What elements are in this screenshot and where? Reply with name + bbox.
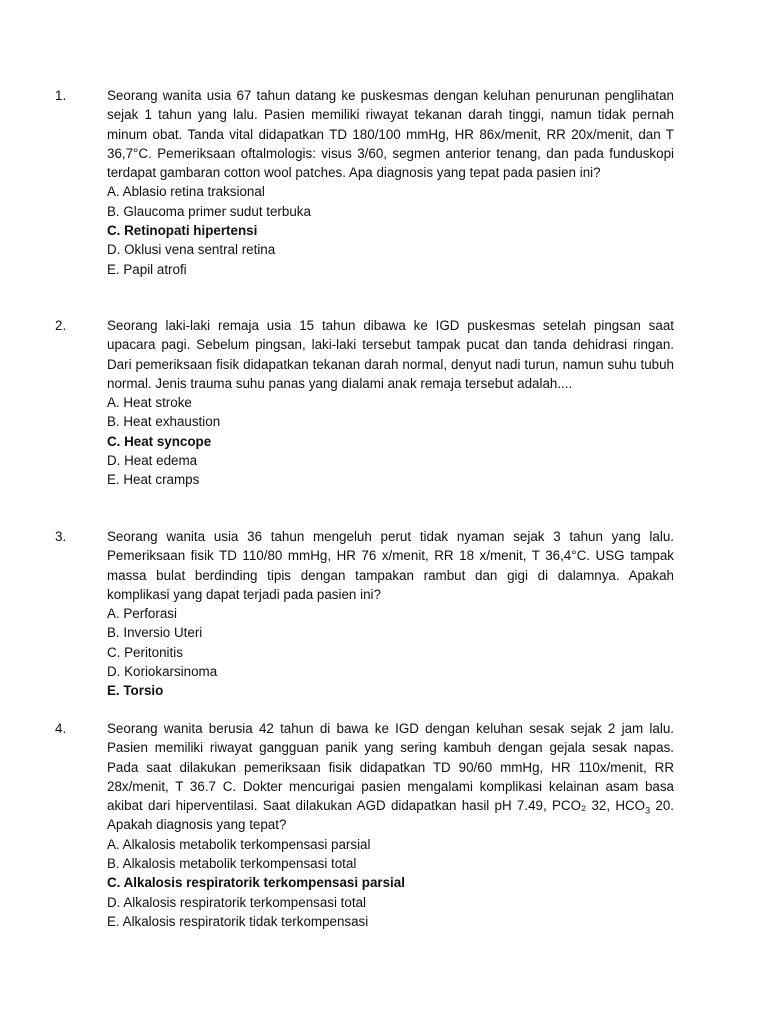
question-body (107, 316, 674, 490)
question-stem-part-1: Seorang wanita berusia 42 tahun di bawa ke IGD dengan keluhan sesak sejak 2 jam lalu. Pasien memiliki riwayat gangguan panik yang sering kambuh dengan gejala sesak napas. Pada saat dilakukan pemeriksaan fisik didapatkan TD 90/60 mmHg, HR 110x/menit, RR 28x/menit, T 36.7 C. Dokter mencurigai pasien mengalami komplikasi kelainan asam basa akibat dari hiperventilasi. Saat dilakukan AGD didapatkan hasil pH 7.49, PCO₂ 32, HCO (107, 721, 674, 814)
option-a: A. Heat stroke (107, 395, 192, 411)
option-a: A. Alkalosis metabolik terkompensasi parsial (107, 836, 371, 852)
subscript-3: 3 (645, 805, 651, 816)
option-d: D. Heat edema (107, 453, 198, 469)
question-number: 4. (55, 721, 67, 736)
option-a: A. Ablasio retina traksional (107, 184, 265, 200)
question-stem (107, 719, 674, 835)
option-c: C. Peritonitis (107, 644, 183, 660)
option-d: D. Oklusi vena sentral retina (107, 242, 276, 258)
question-stem-part-2: 20. Apakah diagnosis yang tepat? (107, 798, 674, 833)
option-d: D. Alkalosis respiratorik terkompensasi total (107, 894, 366, 910)
option-b: B. Inversio Uteri (107, 625, 203, 641)
question-body (107, 86, 674, 279)
option-c-correct: C. Heat syncope (107, 433, 212, 449)
option-c-correct: C. Alkalosis respiratorik terkompensasi parsial (107, 875, 405, 891)
question-body (107, 527, 674, 701)
option-e: E. Alkalosis respiratorik tidak terkompensasi (107, 913, 369, 929)
question-stem: Seorang laki-laki remaja usia 15 tahun dibawa ke IGD puskesmas setelah pingsan saat upacara pagi. Sebelum pingsan, laki-laki tersebut tampak pucat dan tanda dehidrasi ringan. Dari pemeriksaan fisik didapatkan tekanan darah normal, denyut nadi turun, namun suhu tubuh normal. Jenis trauma suhu panas yang dialami anak remaja tersebut adalah.... (107, 318, 674, 391)
question-number: 1. (55, 88, 67, 103)
option-b: B. Alkalosis metabolik terkompensasi total (107, 856, 357, 872)
question-stem: Seorang wanita usia 36 tahun mengeluh perut tidak nyaman sejak 3 tahun yang lalu. Pemeriksaan fisik TD 110/80 mmHg, HR 76 x/menit, RR 18 x/menit, T 36,4°C. USG tampak massa bulat berdinding tipis dengan tampakan rambut dan gigi di dalamnya. Apakah komplikasi yang dapat terjadi pada pasien ini? (107, 529, 674, 602)
question-number: 2. (55, 318, 67, 333)
question-number: 3. (55, 529, 67, 544)
option-e: E. Papil atrofi (107, 261, 187, 277)
option-b: B. Heat exhaustion (107, 414, 221, 430)
option-b: B. Glaucoma primer sudut terbuka (107, 203, 311, 219)
option-d: D. Koriokarsinoma (107, 664, 218, 680)
option-c-correct: C. Retinopati hipertensi (107, 223, 258, 239)
question-stem: Seorang wanita usia 67 tahun datang ke puskesmas dengan keluhan penurunan penglihatan sejak 1 tahun yang lalu. Pasien memiliki riwayat tekanan darah tinggi, namun tidak pernah minum obat. Tanda vital didapatkan TD 180/100 mmHg, HR 86x/menit, RR 20x/menit, dan T 36,7°C. Pemeriksaan oftalmologis: visus 3/60, segmen anterior tenang, dan pada funduskopi terdapat gambaran cotton wool patches. Apa diagnosis yang tepat pada pasien ini? (107, 88, 674, 181)
option-a: A. Perforasi (107, 606, 177, 622)
option-e: E. Heat cramps (107, 472, 200, 488)
option-e-correct: E. Torsio (107, 683, 164, 699)
question-body (107, 719, 674, 931)
